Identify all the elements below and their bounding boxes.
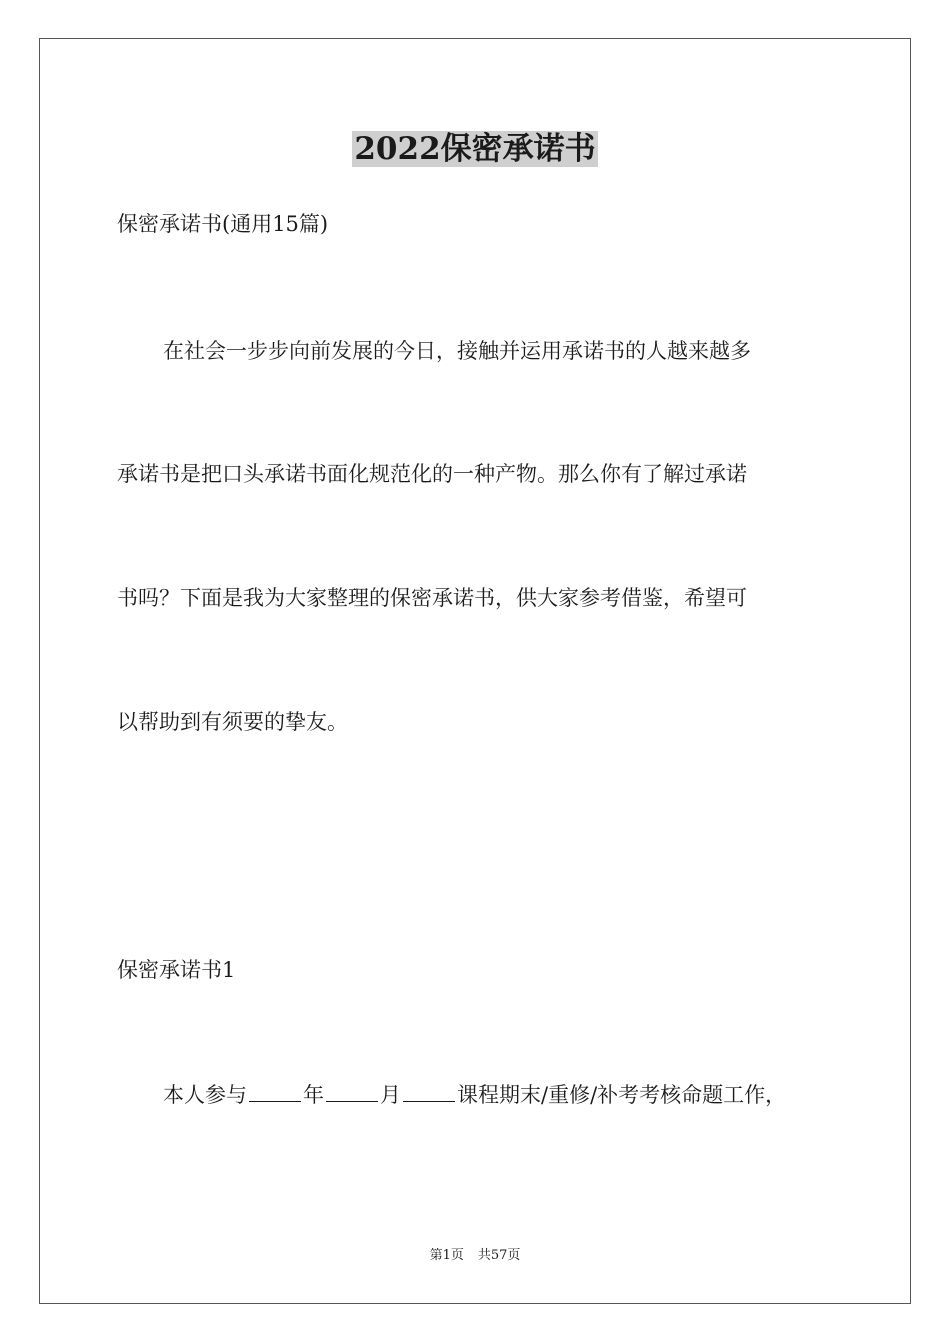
page-total: 共57页 — [477, 1248, 521, 1263]
text-segment: 本人参与 — [163, 1083, 247, 1107]
intro-line-4: 以帮助到有须要的挚友。 — [117, 710, 348, 734]
section-body-line — [163, 1080, 786, 1110]
title-highlight: 2022保密承诺书 — [354, 131, 596, 167]
section-heading: 保密承诺书1 — [117, 958, 236, 982]
document-title — [0, 128, 950, 170]
blank-underline[interactable] — [326, 1081, 378, 1102]
text-segment: 月 — [380, 1083, 401, 1107]
text-segment: 课程期末/重修/补考考核命题工作， — [457, 1083, 787, 1107]
text-segment: 年 — [303, 1083, 324, 1107]
intro-line-3: 书吗？下面是我为大家整理的保密承诺书，供大家参考借鉴，希望可 — [117, 586, 747, 610]
blank-underline[interactable] — [249, 1081, 301, 1102]
page-current: 第1页 — [429, 1248, 464, 1263]
intro-line-2: 承诺书是把口头承诺书面化规范化的一种产物。那么你有了解过承诺 — [117, 462, 747, 486]
blank-underline[interactable] — [403, 1081, 455, 1102]
document-subtitle: 保密承诺书(通用15篇) — [117, 212, 329, 236]
intro-line-1: 在社会一步步向前发展的今日，接触并运用承诺书的人越来越多 — [163, 339, 751, 363]
page-footer — [0, 1247, 950, 1265]
